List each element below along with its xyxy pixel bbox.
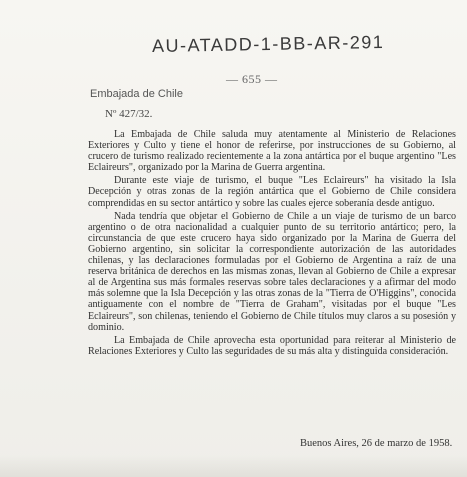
paragraph: Durante este viaje de turismo, el buque "Les Eclaireurs" ha visitado la Isla Decepción y otras zonas de la región antártica que el Gobierno de Chile considera comprendidas en su sector antártico y sobre las cuales ejerce soberanía desde antiguo. [88,175,456,209]
paragraph: Nada tendría que objetar el Gobierno de Chile a un viaje de turismo de un barco argentino o de otra nacionalidad a cualquier punto de su territorio antártico; pero, la circunstancia de que este crucero haya sido organizado por la Marina de Guerra del Gobierno argentino, sin solicitar la correspondiente autorización de las autoridades chilenas, y las declaraciones formuladas por el Gobierno de Argentina a raíz de una reserva británica de derechos en las mismas zonas, llevan al Gobierno de Chile a expresar al de Argentina sus más formales reservas sobre tales declaraciones y a afirmar del modo más solemne que la Isla Decepción y las otras zonas de la "Tierra de O'Higgins", conocida antiguamente con el nombre de "Tierra de Graham", visitadas por el buque "Les Eclaireurs", son chilenas, teniendo el Gobierno de Chile títulos muy claros a su posesión y dominio. [88,210,456,333]
archive-reference: AU-ATADD-1-BB-AR-291 [151,31,385,57]
paragraph: La Embajada de Chile aprovecha esta oportunidad para reiterar al Ministerio de Relaciones Exteriores y Culto las seguridades de su más alta y distinguida consideración. [88,334,456,357]
paragraph: La Embajada de Chile saluda muy atentamente al Ministerio de Relaciones Exteriores y Culto y tiene el honor de referirse, por instrucciones de su Gobierno, al crucero de turismo realizado recientemente a la zona antártica por el buque argentino "Les Eclaireurs", organizado por la Marina de Guerra argentina. [88,129,456,174]
document-body [88,129,456,359]
sender-heading: Embajada de Chile [90,88,183,100]
note-number: Nº 427/32. [105,108,153,120]
date-line: Buenos Aires, 26 de marzo de 1958. [300,438,453,449]
page-number: — 655 — [226,72,278,86]
page-bottom-shade [0,455,467,477]
